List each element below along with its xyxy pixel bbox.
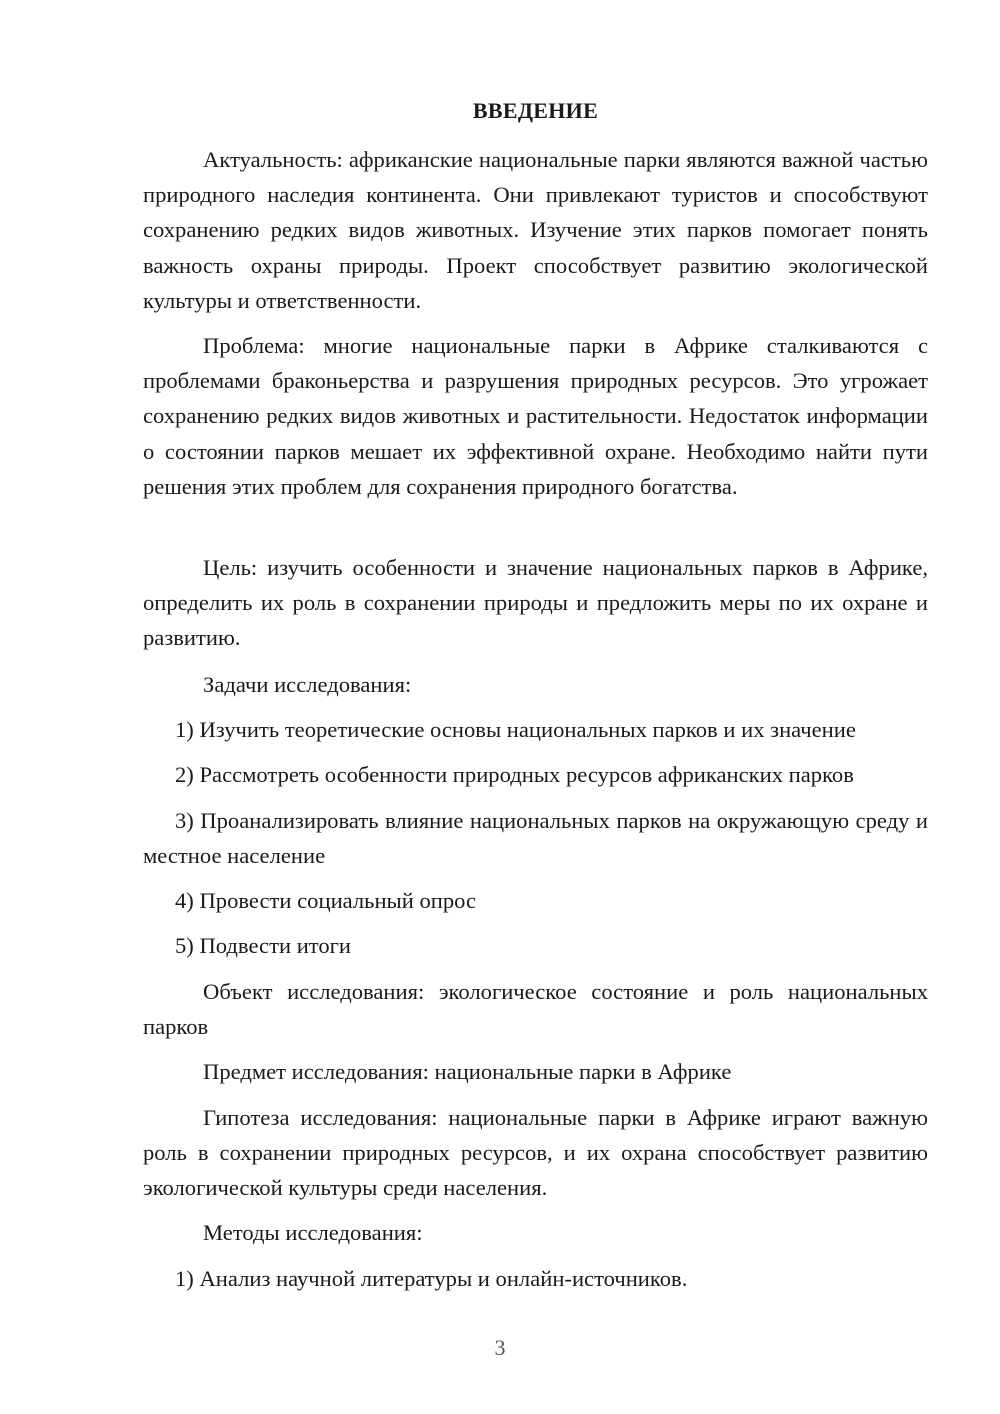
- subject-paragraph: Предмет исследования: национальные парки в Африке: [203, 1059, 732, 1084]
- relevance-paragraph: Актуальность: африканские национальные парки являются важной частью природного наследия континента. Они привлекают туристов и способствуют сохранению редких видов животных. Изучение этих парков помогает понять важность охраны природы. Проект способствует развитию экологической культуры и ответственности.: [143, 147, 928, 313]
- task-item: 1) Изучить теоретические основы национальных парков и их значение: [175, 717, 856, 742]
- task-item: 2) Рассмотреть особенности природных ресурсов африканских парков: [175, 762, 854, 787]
- tasks-heading: Задачи исследования:: [203, 672, 412, 697]
- problem-paragraph: Проблема: многие национальные парки в Африке сталкиваются с проблемами браконьерства и разрушения природных ресурсов. Это угрожает сохранению редких видов животных и растительности. Недостаток информации о состоянии парков мешает их эффективной охране. Необходимо найти пути решения этих проблем для сохранения природного богатства.: [143, 333, 928, 499]
- task-item: 4) Провести социальный опрос: [175, 888, 477, 913]
- task-item: 3) Проанализировать влияние национальных парков на окружающую среду и местное население: [143, 808, 928, 869]
- method-item: 1) Анализ научной литературы и онлайн-источников.: [175, 1266, 688, 1291]
- goal-paragraph: Цель: изучить особенности и значение национальных парков в Африке, определить их роль в сохранении природы и предложить меры по их охране и развитию.: [143, 555, 928, 651]
- hypothesis-paragraph: Гипотеза исследования: национальные парки в Африке играют важную роль в сохранении природных ресурсов, и их охрана способствует развитию экологической культуры среди населения.: [143, 1105, 928, 1201]
- page-title: ВВЕДЕНИЕ: [472, 98, 599, 123]
- object-paragraph: Объект исследования: экологическое состояние и роль национальных парков: [143, 979, 928, 1040]
- page-number: 3: [494, 1335, 506, 1360]
- methods-heading: Методы исследования:: [203, 1220, 423, 1245]
- task-item: 5) Подвести итоги: [175, 933, 352, 958]
